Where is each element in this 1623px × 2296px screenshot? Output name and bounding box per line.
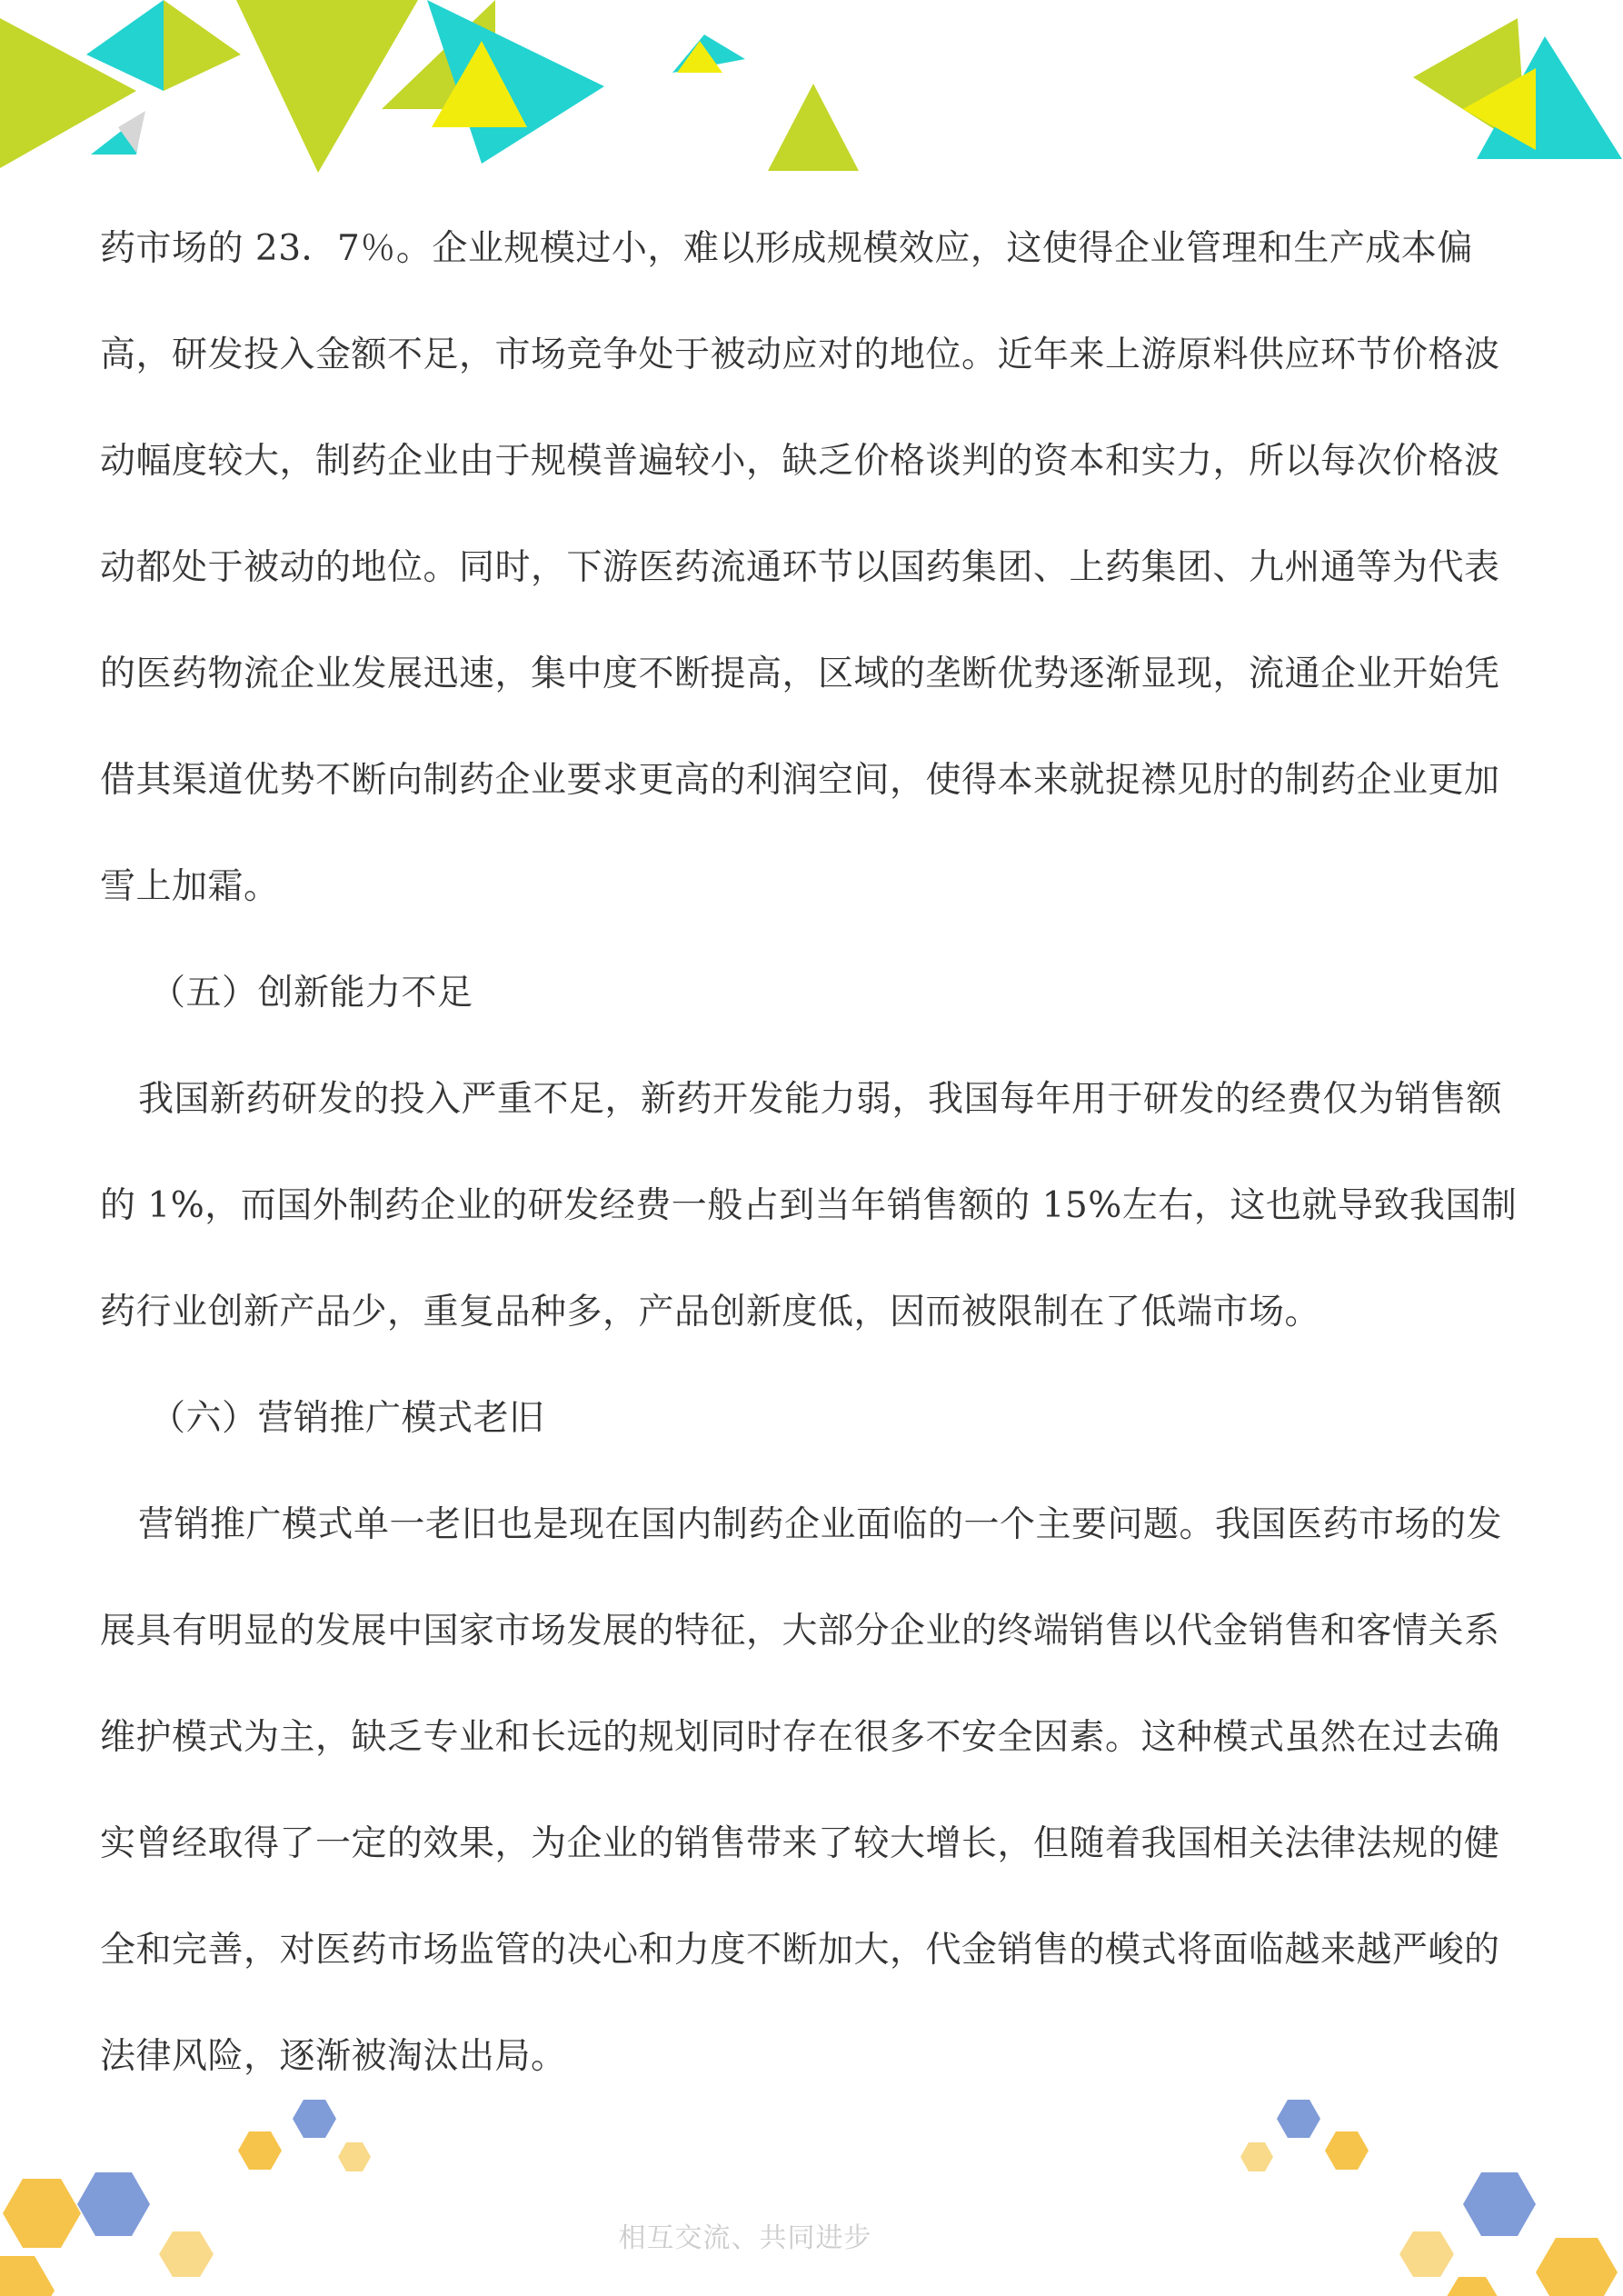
document-body [100,195,1527,2110]
paragraph-marketing: 营销推广模式单一老旧也是现在国内制药企业面临的一个主要问题。我国医药市场的发展具有明显的发展中国家市场发展的特征，大部分企业的终端销售以代金销售和客情关系维护模式为主，缺乏专业和长远的规划同时存在很多不安全因素。这种模式虽然在过去确实曾经取得了一定的效果，为企业的销售带来了较大增长，但随着我国相关法律法规的健全和完善，对医药市场监管的决心和力度不断加大，代金销售的模式将面临越来越严峻的法律风险，逐渐被淘汰出局。 [100,1504,1503,2077]
page-footer: 相互交流、共同进步 [618,2222,872,2254]
top-triangle-decoration [0,0,1622,173]
section-heading-marketing: （六）营销推广模式老旧 [150,1398,545,1439]
paragraph-market-scale: 药市场的 23．7％。企业规模过小，难以形成规模效应，这使得企业管理和生产成本偏高，研发投入金额不足，市场竞争处于被动应对的地位。近年来上游原料供应环节价格波动幅度较大，制药企业由于规模普遍较小，缺乏价格谈判的资本和实力，所以每次价格波动都处于被动的地位。同时，下游医药流通环节以国药集团、上药集团、九州通等为代表的医药物流企业发展迅速，集中度不断提高，区域的垄断优势逐渐显现，流通企业开始凭借其渠道优势不断向制药企业要求更高的利润空间，使得本来就捉襟见肘的制药企业更加雪上加霜。 [100,228,1500,907]
paragraph-innovation: 我国新药研发的投入严重不足，新药开发能力弱，我国每年用于研发的经费仅为销售额的 1%，而国外制药企业的研发经费一般占到当年销售额的 15%左右，这也就导致我国制药行业创新产品少，重复品种多，产品创新度低，因而被限制在了低端市场。 [100,1079,1518,1333]
section-heading-innovation: （五）创新能力不足 [150,973,473,1013]
bottom-hexagon-decoration [0,2100,1618,2296]
